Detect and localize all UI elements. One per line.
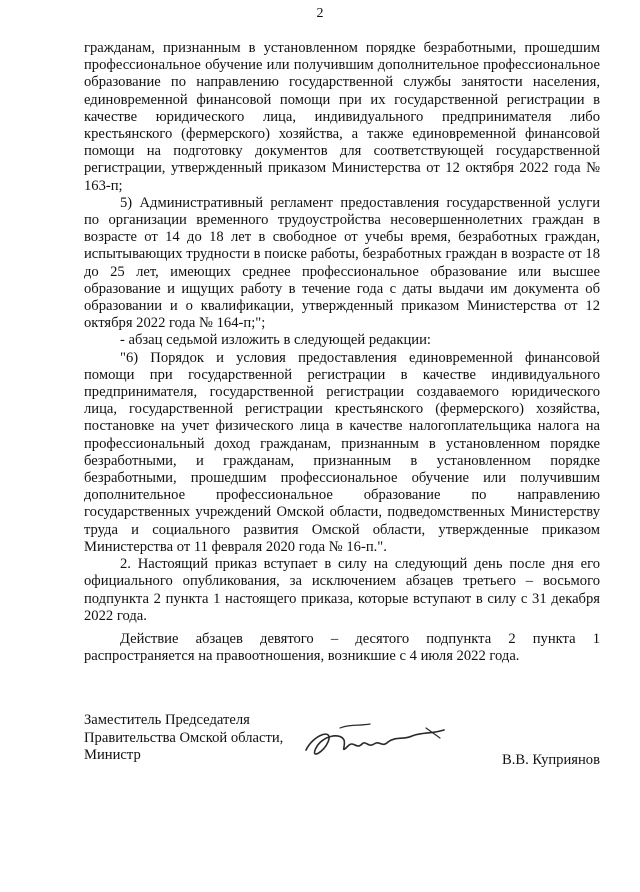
paragraph-continuation: гражданам, признанным в установленном порядке безработными, прошедшим профессиональное обучение или получившим дополнительное профессиональное образование по направлению государственной службы занятости населения, единовременной финансовой помощи при их государственной регистрации в качестве юридического лица, индивидуального предпринимателя либо крестьянского (фермерского) хозяйства, а также единовременной финансовой помощи на подготовку документов для соответствующей государственной регистрации, утвержденный приказом Министерства от 12 октября 2022 года № 163-п; [84,40,600,194]
paragraph-effective-date: 2. Настоящий приказ вступает в силу на следующий день после дня его официального опубликования, за исключением абзацев третьего – восьмого подпункта 2 пункта 1 настоящего приказа, которые вступают в силу с 31 декабря 2022 года. [84,556,600,624]
paragraph-amend-7: - абзац седьмой изложить в следующей редакции: [120,332,431,349]
page-number: 2 [316,6,324,21]
paragraph-item-5: 5) Административный регламент предоставления государственной услуги по организации временного трудоустройства несовершеннолетних граждан в возрасте от 14 до 18 лет в свободное от учебы время, безработных граждан, испытывающих трудности в поиске работы, безработных граждан в возрасте от 18 до 25 лет, имеющих среднее профессиональное образование или высшее образование и ищущих работу в течение года с даты выдачи им документа об образовании и о квалификации, утвержденный приказом Министерства от 12 октября 2022 года № 164-п;"; [84,194,600,332]
signatory-title-line: Министр [84,747,141,764]
paragraph-retroactive: Действие абзацев девятого – десятого подпункта 2 пункта 1 распространяется на правоотношения, возникшие с 4 июля 2022 года. [84,630,600,665]
signatory-title [84,712,283,765]
signatory-title-line: Заместитель Председателя [84,712,250,728]
signatory-name: В.В. Куприянов [502,752,600,768]
document-body [84,40,600,665]
handwritten-signature [300,720,450,766]
paragraph-item-6: "6) Порядок и условия предоставления единовременной финансовой помощи при государственной регистрации в качестве индивидуального предпринимателя, государственной регистрации создаваемого юридического лица, государственной регистрации крестьянского (фермерского) хозяйства, постановке на учет физического лица в качестве налогоплательщика налога на профессиональный доход гражданам, признанным в установленном порядке безработными, и гражданам, признанным в установленном порядке безработными, прошедшим профессиональное обучение или получившим дополнительное профессиональное образование по направлению государственных учреждений Омской области, подведомственных Министерству труда и социального развития Омской области, утвержденные приказом Министерства от 11 февраля 2020 года № 16-п.". [84,349,600,555]
signatory-title-line: Правительства Омской области, [84,729,284,746]
